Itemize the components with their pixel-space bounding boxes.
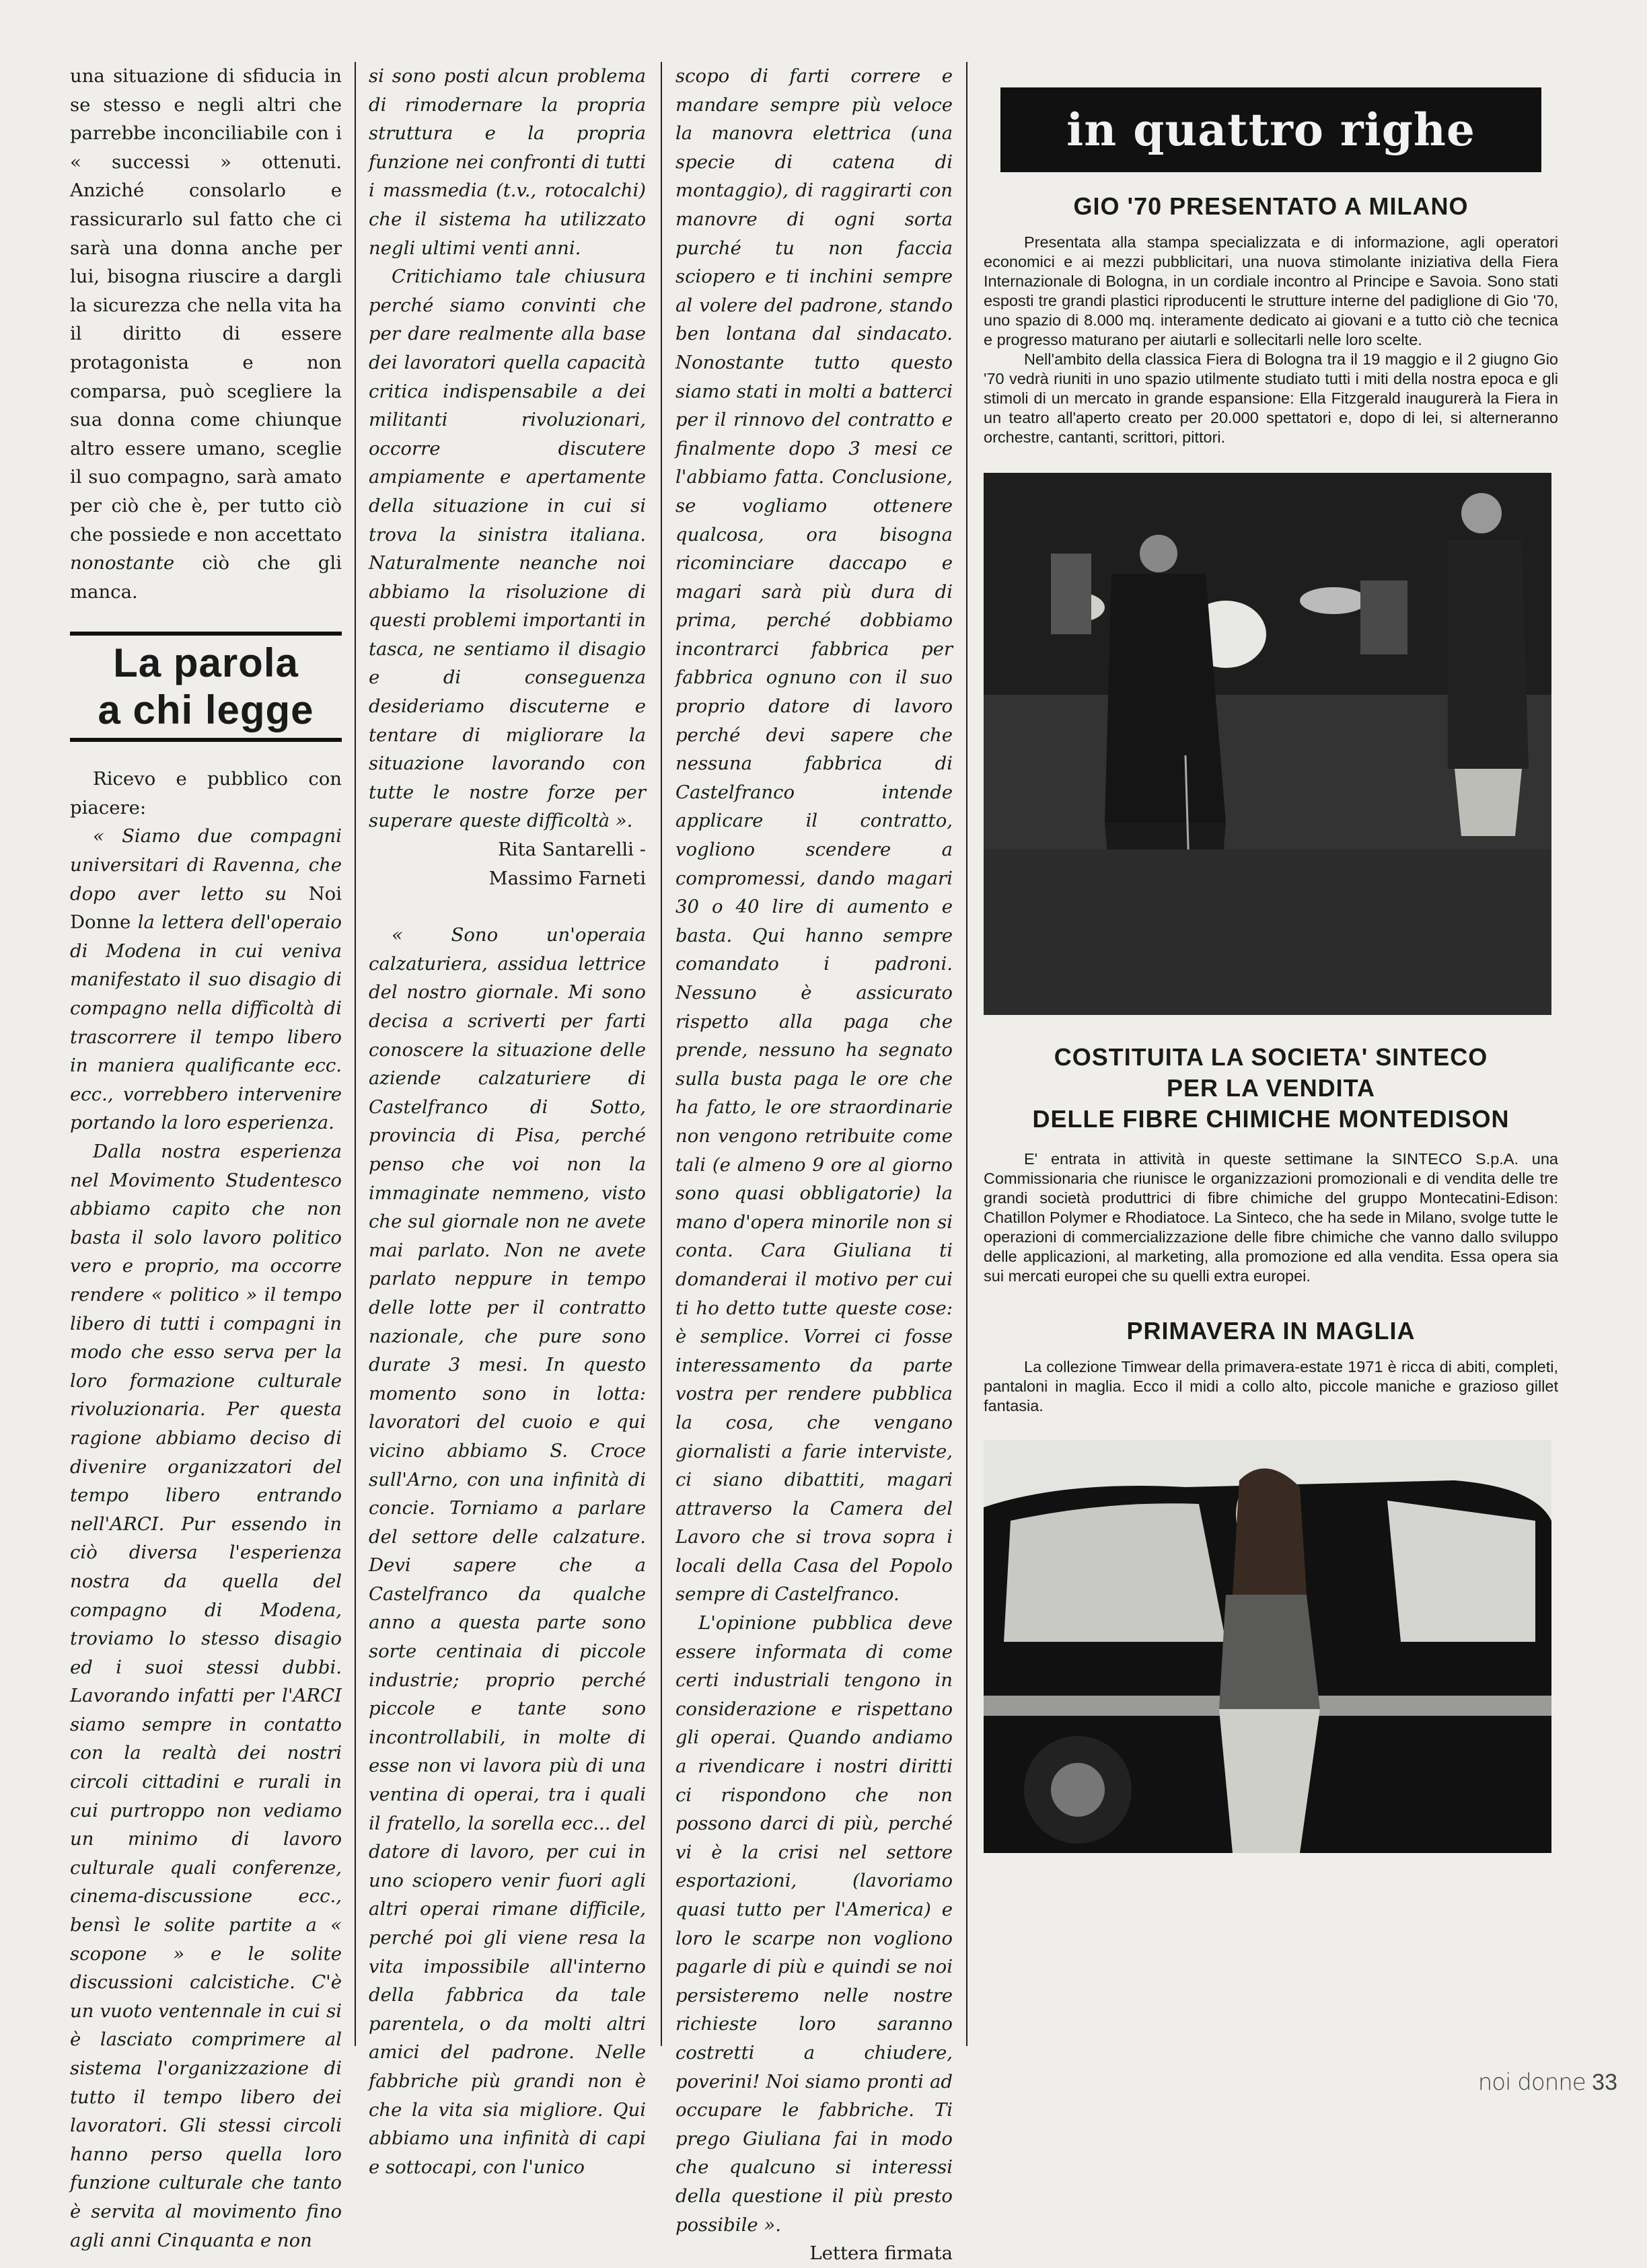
news-title-sinteco-line2: PER LA VENDITA (1166, 1074, 1375, 1102)
col2-p1: si sono posti alcun problema di rimodernare la propria struttura e la propria funzione nei confronti di tutti i massmedia (t.v., rotocalchi) che il sistema ha utilizzato negli ultimi venti anni. (369, 65, 646, 259)
news-text-sinteco: E' entrata in attività in queste settimane la SINTECO S.p.A. una Commissionaria che riunisce le organizzazioni promozionali e di vendita delle tre grandi società produttrici di fibre chimiche del gruppo Montecatini-Edison: Chatillon Polymer e Rhodiatoce. La Sinteco, che ha sede in Milano, svolge tutte le operazioni di commercializzazione delle fibre chimiche che vanno dallo sviluppo delle applicazioni, al marketing, alla promozione ed alla vendita. Essa opera sia sui mercati europei che su quelli extra europei. (984, 1150, 1558, 1285)
sidebar-in-quattro-righe (984, 87, 1558, 1853)
page-footer (1478, 2069, 1617, 2096)
col1-letter-p1: « Siamo due compagni universitari di Ravenna, che dopo aver letto su Noi Donne la lettera dell'operaio di Modena in cui veniva manifestato il suo disagio di compagno nella difficoltà di trascorrere il tempo libero in maniera qualificante ecc. ecc., vorrebbero intervenire portando la loro esperienza. (70, 825, 342, 1134)
heading-line-2: a chi legge (98, 687, 314, 733)
fashion-photo (984, 1440, 1551, 1853)
col1-letter-p2: Dalla nostra esperienza nel Movimento Studentesco abbiamo capito che non basta il solo lavoro politico vero e proprio, ma occorre rendere « politico » il tempo libero di tutti i compagni in modo che esso serva per la loro formazione culturale rivoluzionaria. Per questa ragione abbiamo deciso di divenire organizzatori del tempo libero entrando nell'ARCI. Pur essendo in ciò diversa l'esperienza nostra da quella del compagno di Modena, troviamo lo stesso disagio ed i suoi stessi dubbi. Lavorando infatti per l'ARCI siamo sempre in contatto con la realtà dei nostri circoli cittadini e rurali in cui purtroppo non vediamo un minimo di lavoro culturale quali conferenze, cinema-discussione ecc., bensì le solite partite a « scopone » e le solite discussioni calcistiche. C'è un vuoto ventennale in cui si è lasciato comprimere al sistema l'organizzazione di tutto il tempo libero dei lavoratori. Gli stessi circoli hanno perso quella loro funzione culturale che tanto è servita al movimento fino agli anni Cinquanta e non (70, 1141, 342, 2251)
col3-p1: scopo di farti correre e mandare sempre più veloce la manovra elettrica (una specie di catena di montaggio), di raggirarti con manovre di ogni sorta purché tu non faccia sciopero e ti inchini sempre al volere del padrone, stando ben lontana dal sindacato. Nonostante tutto questo siamo stati in molti a batterci per il rinnovo del contratto e finalmente dopo 3 mesi ce l'abbiamo fatta. Conclusione, se vogliamo ottenere qualcosa, ora bisogna ricominciare daccapo e magari sarà più dura di prima, perché dobbiamo incontrarci fabbrica per fabbrica ognuno con il suo proprio datore di lavoro perché devi sapere che nessuna fabbrica di Castelfranco intende applicare il contratto, vogliono scendere a compromessi, dando magari 30 o 40 lire di aumento e basta. Qui hanno sempre comandato i padroni. Nessuno è assicurato rispetto alla paga che prende, nessuno ha segnato sulla busta paga le ore che ha fatto, le ore straordinarie non vengono retribuite come tali (e almeno 9 ore al giorno sono quasi obbligatorie) la mano d'opera minorile non si conta. Cara Giuliana ti domanderai il motivo per cui ti ho detto tutte queste cose: è semplice. Vorrei ci fosse interessamento da parte vostra per rendere pubblica la cosa, che vengano giornalisti a farie interviste, ci siano dibattiti, magari attraverso la Camera del Lavoro che si trova sopra i locali della Casa del Popolo sempre di Castelfranco. (675, 65, 953, 1605)
heading-line-1: La parola (113, 640, 299, 686)
column-2 (369, 62, 646, 2181)
signature-3: Lettera firmata (809, 2242, 953, 2265)
news-title-sinteco-line3: DELLE FIBRE CHIMICHE MONTEDISON (1032, 1105, 1510, 1133)
col1-paragraph: una situazione di sfiducia in se stesso e negli altri che parrebbe inconciliabile con i « successi » ottenuti. Anziché consolarlo e rassicurarlo sul fatto che ci sarà una donna anche per lui, bisogna riuscire a dargli la sicurezza che nella vita ha il diritto di essere protagonista e non comparsa, può scegliere la sua donna come chiunque altro essere umano, sceglie il suo compagno, sarà amato per ciò che è, per tutto ciò che possiede e non accettato nonostante ciò che gli manca. (70, 65, 342, 603)
sidebar-banner: in quattro righe (1000, 87, 1541, 172)
news-text-gio70-1: Presentata alla stampa specializzata e di informazione, agli operatori economici e ai mezzi pubblicitari, una nuova stimolante iniziativa della Fiera Internazionale di Bologna, in un cordiale incontro al Principe e Savoia. Sono stati esposti tre grandi plastici riproducenti le strutture interne del padiglione di Gio '70, uno spazio di 8.000 mq. interamente dedicato ai giovani e a tutto ciò che tecnica e progresso maturano per aiutarli e sollecitarli nelle loro scelte. (984, 233, 1558, 348)
column-1 (70, 62, 342, 2255)
signature-2: Massimo Farneti (488, 867, 646, 889)
news-title-sinteco-line1: COSTITUITA LA SOCIETA' SINTECO (1054, 1043, 1488, 1071)
news-title-primavera: PRIMAVERA IN MAGLIA (1126, 1317, 1416, 1345)
news-text-primavera: La collezione Timwear della primavera-estate 1971 è ricca di abiti, completi, pantaloni in maglia. Ecco il midi a collo alto, piccole maniche e grazioso gillet fantasia. (984, 1358, 1558, 1414)
column-rule-2 (661, 62, 662, 2046)
column-rule-1 (355, 62, 356, 2046)
column-rule-3 (966, 62, 967, 2046)
col2-p3: « Sono un'operaia calzaturiera, assidua lettrice del nostro giornale. Mi sono decisa a scriverti per farti conoscere la situazione delle aziende calzaturiere di Castelfranco di Sotto, provincia di Pisa, perché penso che voi non la immaginate nemmeno, visto che sul giornale non ne avete mai parlato. Non ne avete parlato neppure in tempo delle lotte per il contratto nazionale, che pure sono durate 3 mesi. In questo momento sono in lotta: lavoratori del cuoio e qui vicino abbiamo S. Croce sull'Arno, con una infinità di concie. Torniamo a parlare del settore delle calzature. Devi sapere che a Castelfranco da qualche anno a questa parte sono sorte centinaia di piccole industrie; proprio perché piccole e tante sono incontrollabili, in molte di esse non vi lavora più di una ventina di operai, tra i quali il fratello, la sorella ecc... del datore di lavoro, per cui in uno sciopero venir fuori agli altri operai rimane difficile, perché poi gli viene resa la vita impossibile all'interno della fabbrica da tale parentela, o da molti altri amici del padrone. Nelle fabbriche più grandi non è che la vita sia migliore. Qui abbiamo una infinità di capi e sottocapi, con l'unico (369, 924, 646, 2178)
col1-intro: Ricevo e pubblico con piacere: (70, 768, 342, 819)
section-heading-la-parola (70, 632, 342, 742)
col2-p2: Critichiamo tale chiusura perché siamo convinti che per dare realmente alla base dei lavoratori quella capacità critica indispensabile a dei militanti rivoluzionari, occorre discutere ampiamente e apertamente della situazione in cui si trova la sinistra italiana. Naturalmente neanche noi abbiamo la risoluzione di questi problemi importanti in tasca, ne sentiamo il disagio e di conseguenza desideriamo discuterne e tentare di migliorare la situazione lavorando con tutte le nostre forze per superare queste difficoltà ». (369, 266, 646, 832)
fashion-photo-image (984, 1440, 1551, 1853)
press-event-photo (984, 473, 1551, 1015)
column-3 (675, 62, 953, 2268)
news-title-sinteco (984, 1042, 1558, 1135)
magazine-brand: noi donne (1477, 2069, 1586, 2096)
news-text-gio70-2: Nell'ambito della classica Fiera di Bologna tra il 19 maggio e il 2 giugno Gio '70 vedrà riuniti in uno spazio utilmente studiato tutti i miti della nostra epoca e gli stimoli di un mercato in grande espansione: Ella Fitzgerald inaugurerà la Fiera in un teatro all'aperto creato per 20.000 spettatori e, dopo di lei, si alterneranno orchestre, cantanti, scrittori, pittori. (984, 350, 1558, 446)
press-event-photo-image (984, 473, 1551, 1015)
news-title-gio70: GIO '70 PRESENTATO A MILANO (1073, 192, 1469, 220)
page-number: 33 (1592, 2070, 1617, 2095)
col3-p2: L'opinione pubblica deve essere informata di come certi industriali tengono in considerazione e rispettano gli operai. Quando andiamo a rivendicare i nostri diritti ci rispondono che non possono darci di più, perché vi è la crisi nel settore esportazioni, (lavoriamo quasi tutto per l'America) e loro le scarpe non vogliono pagarle di più e quindi se noi persisteremo nelle nostre richieste loro saranno costretti a chiudere, poverini! Noi siamo pronti ad occupare le fabbriche. Ti prego Giuliana fai in modo che qualcuno si interessi della questione il più presto possibile ». (675, 1612, 953, 2236)
signature-1: Rita Santarelli - (498, 839, 646, 861)
